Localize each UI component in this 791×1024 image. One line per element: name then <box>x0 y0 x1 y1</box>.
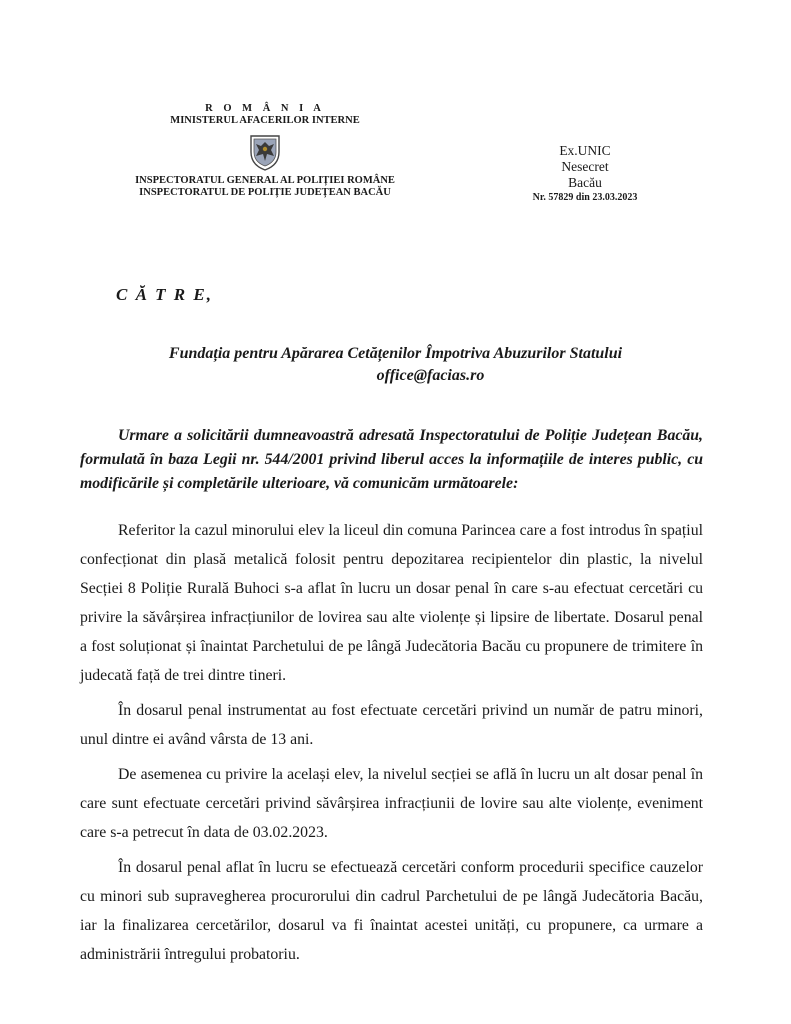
body-paragraph: În dosarul penal instrumentat au fost efectuate cercetări privind un număr de patru minori, unul dintre ei având vârsta de 13 ani. <box>80 702 703 748</box>
recipient-block <box>100 343 691 387</box>
letterhead-right <box>505 143 665 205</box>
recipient-organization: Fundația pentru Apărarea Cetățenilor Împotriva Abuzurilor Statului <box>168 345 623 362</box>
body-paragraph: De asemenea cu privire la același elev, la nivelul secției se află în lucru un alt dosar penal în care sunt efectuate cercetări privind săvârșirea infracțiunii de lovire sau alte violențe, eveniment care s-a petrecut în data de 03.02.2023. <box>80 766 703 841</box>
body-paragraph: Referitor la cazul minorului elev la liceul din comuna Parincea care a fost introdus în spațiul confecționat din plasă metalică folosit pentru depozitarea recipientelor din plastic, la nivelul Secției 8 Poliție Rurală Buhoci s-a aflat în lucru un dosar penal în care s-au efectuat cercetări cu privire la săvârșirea infracțiunilor de lovirea sau alte violențe și lipsire de libertate. Dosarul penal a fost soluționat și înaintat Parchetului de pe lângă Judecătoria Bacău cu propunere de trimitere în judecată față de trei dintre tineri. <box>80 522 703 684</box>
letterhead-left <box>100 103 430 199</box>
body-paragraph: În dosarul penal aflat în lucru se efectuează cercetări conform procedurii specifice cauzelor cu minori sub supravegherea procurorului din cadrul Parchetului de pe lângă Judecătoria Bacău, iar la finalizarea cercetărilor, dosarul va fi înaintat acestei unități, cu propunere, ca urmare a administrării întregului probatoriu. <box>80 859 703 963</box>
copy-label: Ex.UNIC <box>559 143 611 158</box>
country-name: R O M Â N I A <box>205 103 325 114</box>
ministry-name: MINISTERUL AFACERILOR INTERNE <box>170 115 360 126</box>
city-label: Bacău <box>568 175 602 190</box>
intro-paragraph: Urmare a solicitării dumneavoastră adresată Inspectoratului de Poliție Județean Bacău, formulată în baza Legii nr. 544/2001 privind liberul acces la informațiile de interes public, cu modificările și completările ulterioare, vă comunicăm următoarele: <box>80 427 703 492</box>
classification-label: Nesecret <box>561 159 609 174</box>
registration-number: Nr. 57829 din 23.03.2023 <box>532 192 638 203</box>
coat-of-arms-icon <box>247 132 283 172</box>
inspectorate-county-name: INSPECTORATUL DE POLIȚIE JUDEȚEAN BACĂU <box>139 187 391 198</box>
inspectorate-general-name: INSPECTORATUL GENERAL AL POLIȚIEI ROMÂNE <box>135 175 395 186</box>
addressee-label: C Ă T R E, <box>116 285 213 304</box>
recipient-email: office@facias.ro <box>376 367 485 384</box>
letter-body <box>80 516 703 975</box>
